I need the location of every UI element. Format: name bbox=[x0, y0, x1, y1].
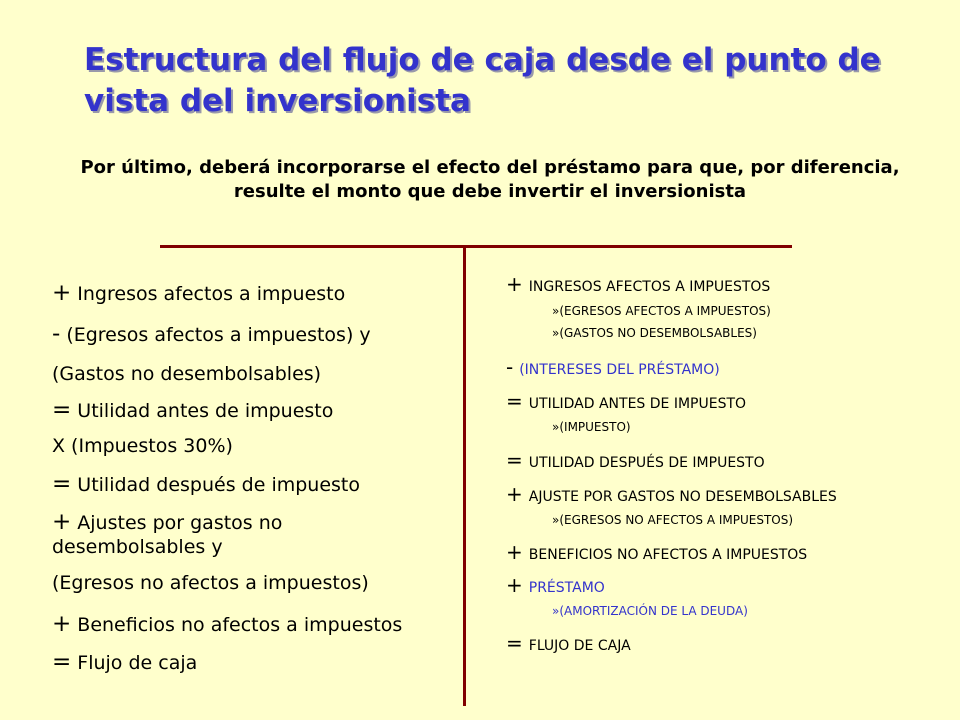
left-row-impuestos bbox=[52, 434, 452, 458]
plus-symbol: + bbox=[52, 509, 72, 535]
row-label: Beneficios no afectos a impuestos bbox=[77, 614, 403, 636]
right-subrow-egresos-no-afectos: »(EGRESOS NO AFECTOS A IMPUESTOS) bbox=[552, 513, 794, 527]
row-label: UTILIDAD ANTES DE IMPUESTO bbox=[528, 396, 747, 412]
row-label: Flujo de caja bbox=[77, 652, 198, 674]
left-row-gastos bbox=[52, 362, 452, 386]
row-label: Ajustes por gastos no desembolsables y bbox=[52, 512, 283, 558]
right-subrow-impuesto: »(IMPUESTO) bbox=[552, 420, 631, 434]
row-label: (Egresos afectos a impuestos) y bbox=[66, 324, 371, 346]
plus-symbol: + bbox=[506, 482, 523, 506]
right-subrow-amortizacion: »(AMORTIZACIÓN DE LA DEUDA) bbox=[552, 604, 748, 618]
right-row-utilidad-despues bbox=[506, 450, 765, 473]
right-row-utilidad-antes bbox=[506, 391, 746, 414]
equals-symbol: = bbox=[506, 448, 523, 472]
right-row-prestamo bbox=[506, 575, 605, 598]
right-row-beneficios bbox=[506, 542, 807, 565]
row-label: (INTERESES DEL PRÉSTAMO) bbox=[519, 362, 720, 378]
right-subrow-egresos: »(EGRESOS AFECTOS A IMPUESTOS) bbox=[552, 304, 771, 318]
right-subrow-gastos: »(GASTOS NO DESEMBOLSABLES) bbox=[552, 326, 757, 340]
plus-symbol: + bbox=[52, 280, 72, 306]
left-row-ajustes bbox=[52, 510, 352, 559]
row-label: INGRESOS AFECTOS A IMPUESTOS bbox=[528, 279, 771, 295]
row-label: Utilidad antes de impuesto bbox=[77, 400, 334, 422]
row-label: AJUSTE POR GASTOS NO DESEMBOLSABLES bbox=[528, 489, 837, 505]
equals-symbol: = bbox=[506, 389, 523, 413]
equals-symbol: = bbox=[506, 631, 523, 655]
left-row-utilidad-antes bbox=[52, 398, 452, 423]
left-row-egresos-no-afectos bbox=[52, 571, 452, 595]
right-row-flujo bbox=[506, 633, 631, 656]
row-label: (Egresos no afectos a impuestos) bbox=[52, 572, 369, 594]
row-label: PRÉSTAMO bbox=[528, 580, 605, 596]
row-label: Ingresos afectos a impuesto bbox=[77, 283, 346, 305]
left-row-ingresos bbox=[52, 281, 452, 306]
equals-symbol: = bbox=[52, 649, 72, 675]
left-row-flujo bbox=[52, 650, 452, 675]
row-label: FLUJO DE CAJA bbox=[528, 638, 631, 654]
row-label: (Gastos no desembolsables) bbox=[52, 363, 322, 385]
minus-symbol: - bbox=[52, 321, 61, 347]
plus-symbol: + bbox=[506, 540, 523, 564]
right-row-ingresos bbox=[506, 274, 770, 297]
minus-symbol: - bbox=[506, 355, 514, 379]
page-title: Estructura del flujo de caja desde el punto de vista del inversionista bbox=[84, 42, 881, 119]
left-row-beneficios bbox=[52, 612, 452, 637]
subtitle: Por último, deberá incorporarse el efecto del préstamo para que, por diferencia, resulte el monto que debe invertir el inversionista bbox=[80, 157, 900, 202]
left-row-egresos bbox=[52, 322, 452, 347]
row-label: UTILIDAD DESPUÉS DE IMPUESTO bbox=[528, 455, 765, 471]
row-label: X (Impuestos 30%) bbox=[52, 435, 233, 457]
plus-symbol: + bbox=[52, 611, 72, 637]
plus-symbol: + bbox=[506, 272, 523, 296]
horizontal-divider bbox=[160, 245, 792, 248]
vertical-divider bbox=[463, 248, 466, 706]
left-row-utilidad-despues bbox=[52, 472, 452, 497]
equals-symbol: = bbox=[52, 397, 72, 423]
plus-symbol: + bbox=[506, 573, 523, 597]
equals-symbol: = bbox=[52, 471, 72, 497]
row-label: BENEFICIOS NO AFECTOS A IMPUESTOS bbox=[528, 547, 808, 563]
row-label: Utilidad después de impuesto bbox=[77, 474, 360, 496]
right-row-intereses bbox=[506, 357, 720, 380]
right-row-ajuste bbox=[506, 484, 837, 507]
